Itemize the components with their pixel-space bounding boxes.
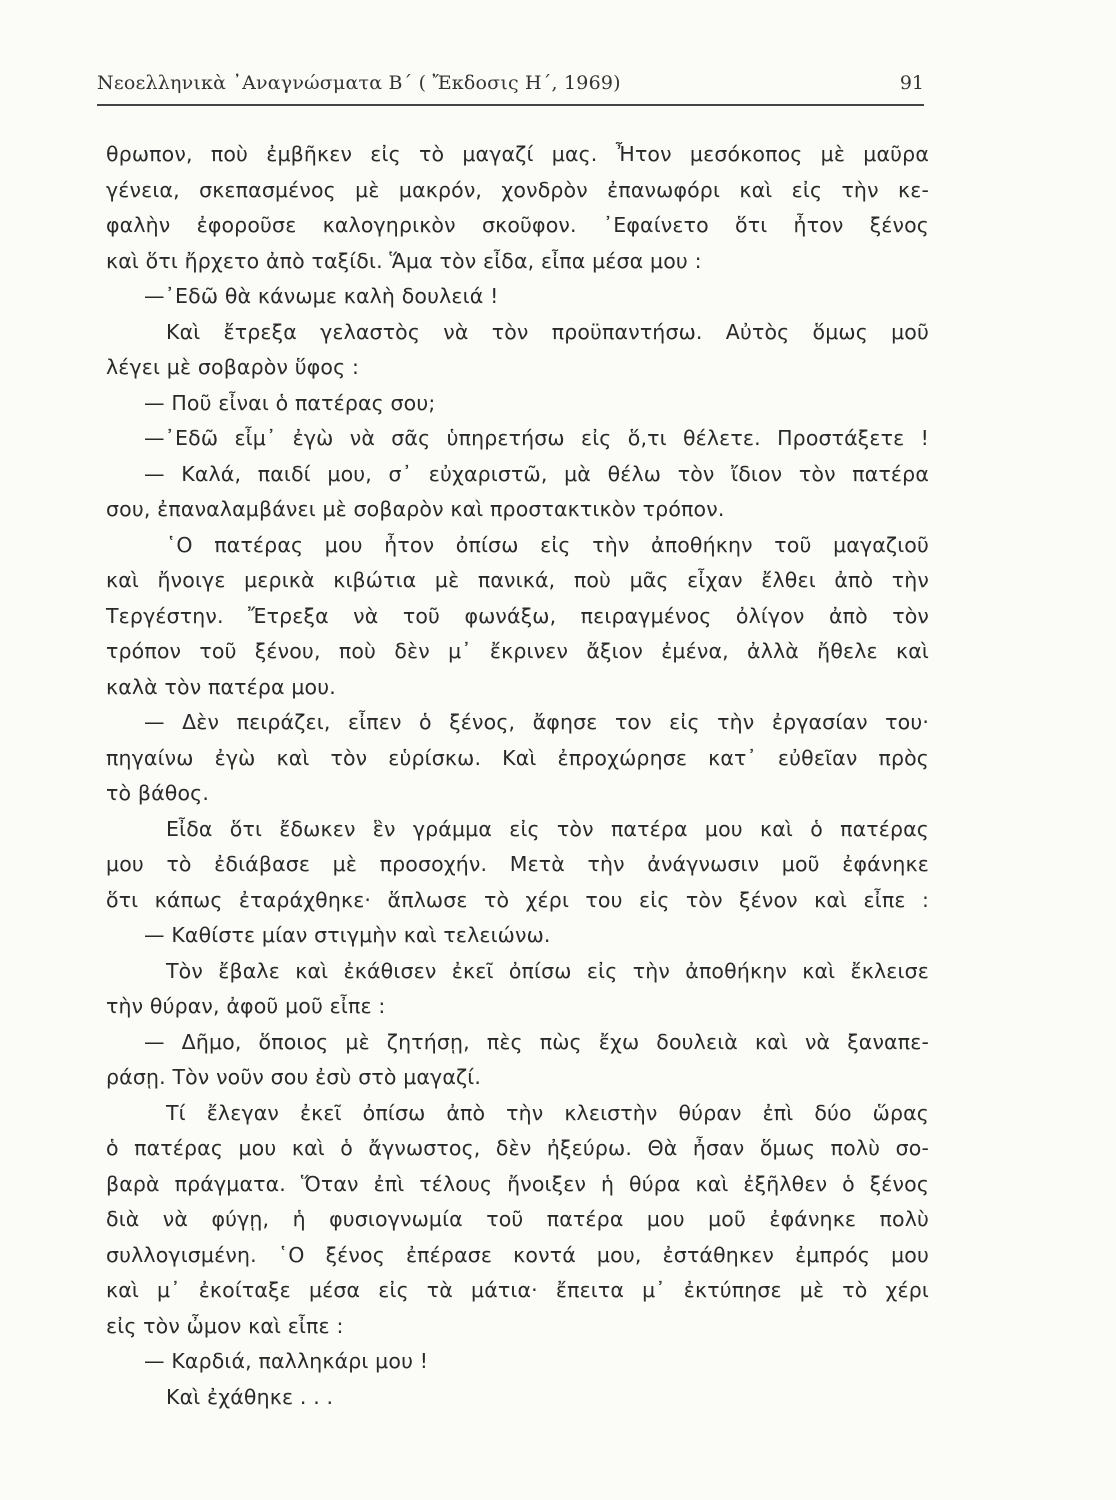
text-line: ὅτι κάπως ἐταράχθηκε· ἅπλωσε τὸ χέρι του εἰς τὸν ξένον καὶ εἶπε : [106, 887, 929, 912]
text-line: συλλογισμένη. ῾Ο ξένος ἐπέρασε κοντά μου, ἐστάθηκεν ἐμπρός μου [106, 1242, 929, 1267]
header-rule [97, 104, 924, 106]
text-line: καλὰ τὸν πατέρα μου. [106, 674, 336, 699]
text-line: μου τὸ ἐδιάβασε μὲ προσοχήν. Μετὰ τὴν ἀνάγνωσιν μοῦ ἐφάνηκε [106, 852, 929, 876]
text-line: — Δῆμο, ὅποιος μὲ ζητήσῃ, πὲς πὼς ἔχω δουλειὰ καὶ νὰ ξαναπε- [144, 1029, 929, 1054]
text-line: εἰς τὸν ὦμον καὶ εἶπε : [106, 1313, 344, 1338]
text-line: τὴν θύραν, ἀφοῦ μοῦ εἶπε : [106, 994, 386, 1018]
text-line: φαλὴν ἐφοροῦσε καλογηρικὸν σκοῦφον. ᾿Εφαίνετο ὅτι ἦτον ξένος [106, 213, 929, 237]
text-line: τρόπον τοῦ ξένου, ποὺ δὲν μ᾿ ἔκρινεν ἄξιον ἐμένα, ἀλλὰ ἤθελε καὶ [106, 639, 929, 663]
text-line: λέγει μὲ σοβαρὸν ὕφος : [106, 355, 360, 379]
text-line: καὶ ἤνοιγε μερικὰ κιβώτια μὲ πανικά, ποὺ μᾶς εἶχαν ἔλθει ἀπὸ τὴν [106, 568, 929, 592]
text-line: πηγαίνω ἐγὼ καὶ τὸν εὑρίσκω. Καὶ ἐπροχώρησε κατ᾿ εὐθεῖαν πρὸς [106, 745, 929, 770]
page-number: 91 [899, 72, 924, 94]
text-line: καὶ ὅτι ἤρχετο ἀπὸ ταξίδι. Ἅμα τὸν εἶδα, εἶπα μέσα μου : [106, 248, 702, 273]
text-line: σου, ἐπαναλαμβάνει μὲ σοβαρὸν καὶ προστακτικὸν τρόπον. [106, 497, 725, 521]
text-line: θρωπον, ποὺ ἐμβῆκεν εἰς τὸ μαγαζί μας. Ἦτον μεσόκοπος μὲ μαῦρα [106, 142, 929, 166]
text-line: — Ποῦ εἶναι ὁ πατέρας σου; [144, 390, 436, 415]
text-line: ὁ πατέρας μου καὶ ὁ ἄγνωστος, δὲν ἠξεύρω. Θὰ ἦσαν ὅμως πολὺ σο- [106, 1136, 929, 1160]
text-line: καὶ μ᾿ ἐκοίταξε μέσα εἰς τὰ μάτια· ἔπειτα μ᾿ ἐκτύπησε μὲ τὸ χέρι [106, 1278, 929, 1302]
text-line: Τεργέστην. Ἔτρεξα νὰ τοῦ φωνάξω, πειραγμένος ὀλίγον ἀπὸ τὸν [106, 603, 929, 628]
text-line: — Καλά, παιδί μου, σ᾿ εὐχαριστῶ, μὰ θέλω τὸν ἴδιον τὸν πατέρα [144, 461, 929, 486]
text-line: Εἶδα ὅτι ἔδωκεν ἓν γράμμα εἰς τὸν πατέρα μου καὶ ὁ πατέρας [166, 816, 929, 841]
text-line: ράσῃ. Τὸν νοῦν σου ἐσὺ στὸ μαγαζί. [106, 1065, 482, 1089]
text-line: — Καρδιά, παλληκάρι μου ! [144, 1349, 429, 1373]
text-line: Τί ἔλεγαν ἐκεῖ ὀπίσω ἀπὸ τὴν κλειστὴν θύραν ἐπὶ δύο ὥρας [166, 1100, 929, 1125]
running-head-title: Νεοελληνικὰ ᾿Αναγνώσματα Β΄ ( Ἔκδοσις Η΄, 1969) [97, 72, 621, 94]
text-line: ῾Ο πατέρας μου ἦτον ὀπίσω εἰς τὴν ἀποθήκην τοῦ μαγαζιοῦ [166, 532, 929, 557]
running-head [97, 70, 924, 100]
text-line: — Δὲν πειράζει, εἶπεν ὁ ξένος, ἄφησε τον εἰς τὴν ἐργασίαν του· [144, 710, 929, 734]
text-line: Καὶ ἐχάθηκε . . . [166, 1384, 334, 1409]
text-line: — Καθίστε μίαν στιγμὴν καὶ τελειώνω. [144, 923, 551, 947]
text-line: —᾿Εδῶ θὰ κάνωμε καλὴ δουλειά ! [144, 284, 499, 308]
story-text [106, 137, 929, 1415]
text-line: —᾿Εδῶ εἶμ᾿ ἐγὼ νὰ σᾶς ὑπηρετήσω εἰς ὅ,τι θέλετε. Προστάξετε ! [144, 426, 929, 450]
text-line: τὸ βάθος. [106, 781, 209, 805]
text-line: Καὶ ἔτρεξα γελαστὸς νὰ τὸν προϋπαντήσω. Αὐτὸς ὅμως μοῦ [166, 319, 929, 344]
text-line: Τὸν ἔβαλε καὶ ἐκάθισεν ἐκεῖ ὀπίσω εἰς τὴν ἀποθήκην καὶ ἔκλεισε [166, 958, 929, 983]
text-line: βαρὰ πράγματα. Ὅταν ἐπὶ τέλους ἤνοιξεν ἡ θύρα καὶ ἐξῆλθεν ὁ ξένος [106, 1171, 929, 1196]
text-line: διὰ νὰ φύγῃ, ἡ φυσιογνωμία τοῦ πατέρα μου μοῦ ἐφάνηκε πολὺ [106, 1207, 929, 1231]
text-line: γένεια, σκεπασμένος μὲ μακρόν, χονδρὸν ἐπανωφόρι καὶ εἰς τὴν κε- [106, 177, 929, 202]
